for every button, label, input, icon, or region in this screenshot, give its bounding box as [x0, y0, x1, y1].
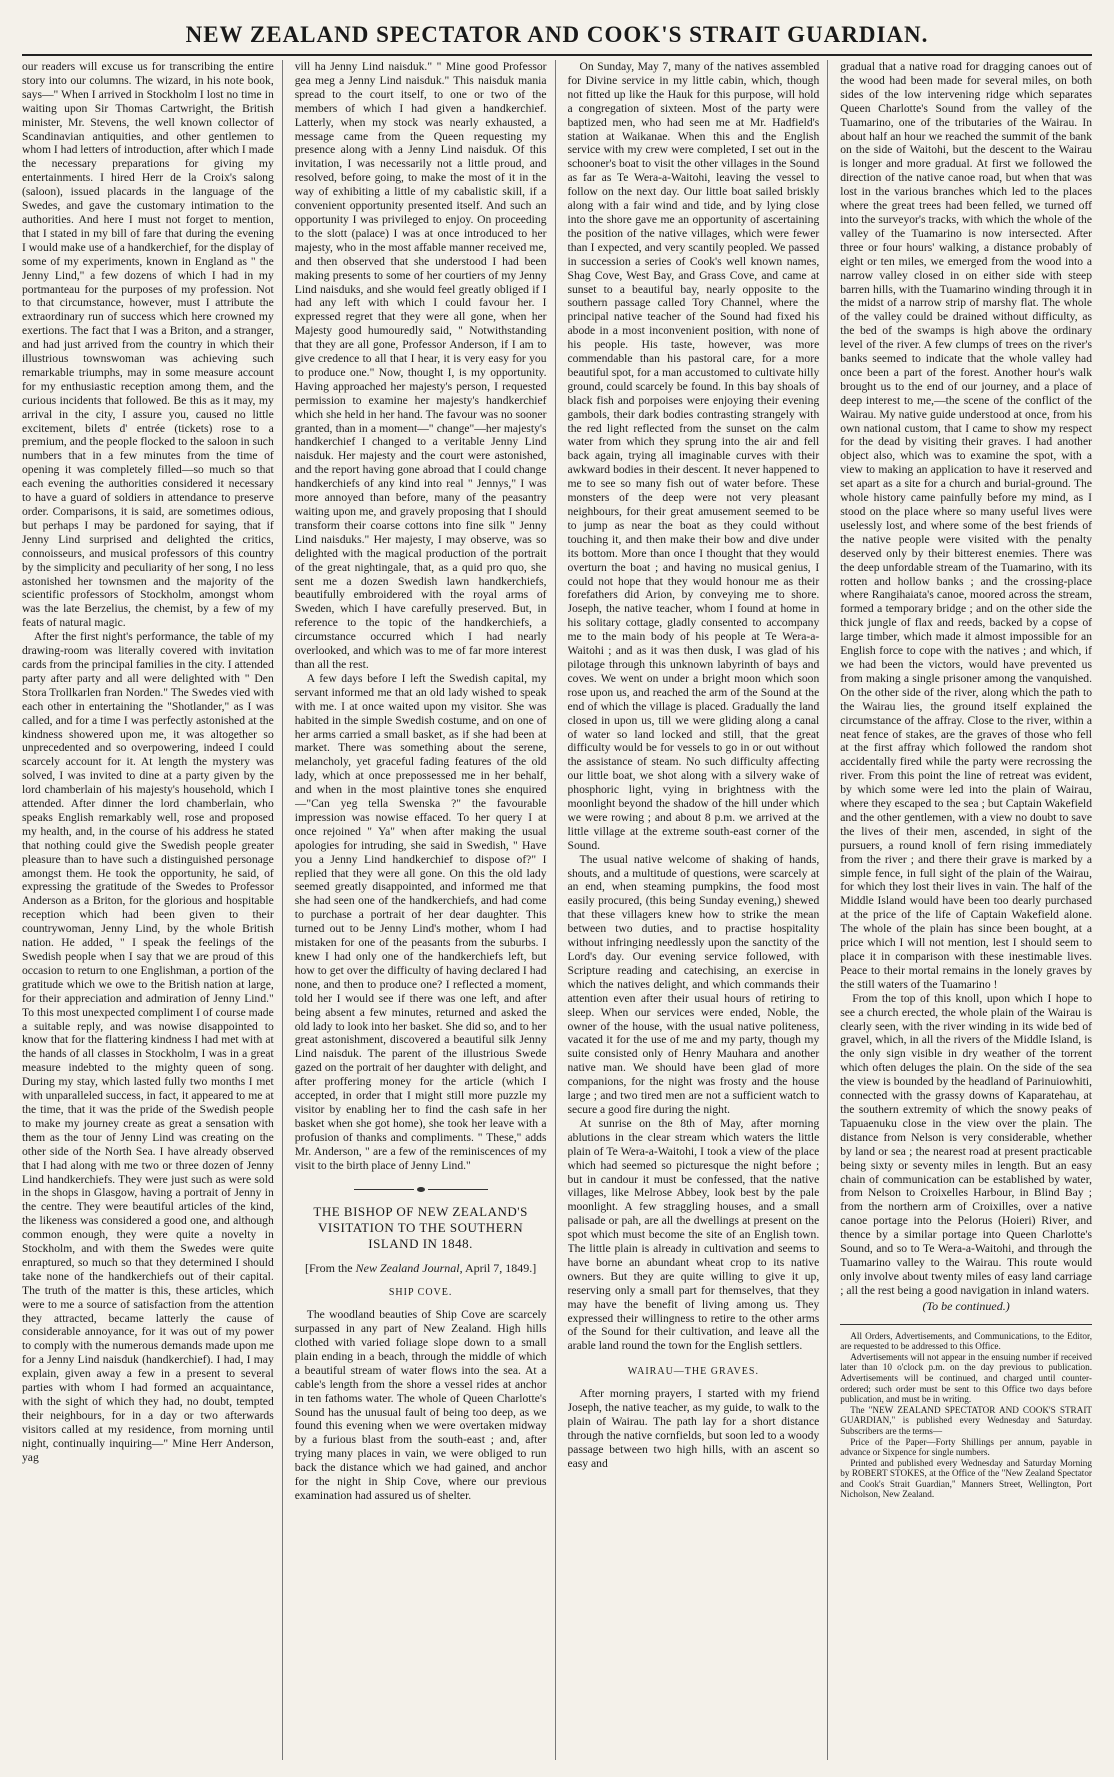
wairau-paragraph: After morning prayers, I started with my friend Joseph, the native teacher, as my guide, to walk to the plain of Wairau. The path lay for a short distance through the native cornfields, but soon led to a woody passage between two high hills, with an ascent so easy and [567, 1387, 820, 1470]
anderson-paragraph: A few days before I left the Swedish capital, my servant informed me that an old lady wished to speak with me. I at once waited upon my visitor. She was habited in the simple Swedish costume, and on one of her arms carried a small basket, as if she had been at market. There was something about the serene, melancholy, yet graceful fading features of the old lady, which at once prepossessed me in her behalf, and when in the most plaintive tones she enquired—"Can yeg tella Swenska ?" the favourable impression was nowise effaced. To her query I at once rejoined " Ya" when after making the usual apologies for intruding, she said in Swedish, " Have you a Jenny Lind handkerchief to dispose of?" I replied that they were all gone. On this the old lady seemed greatly disappointed, and informed me that she had seen one of the handkerchiefs, and had come to purchase a portrait of her dear daughter. This turned out to be Jenny Lind's mother, whom I had mistaken for one of the peasants from the suburbs. I knew I had only one of the handkerchiefs left, but how to get over the difficulty of having declared I had none, and then to produce one? I reflected a moment, told her I would see if there was one left, and after being absent a few minutes, returned and asked the old lady to look into her basket. She did so, and to her great astonishment, discovered a beautiful silk Jenny Lind naisduk. The parent of the illustrious Swede gazed on the portrait of her daughter with delight, and after proffering money for the article (which I accepted, in order that I might still more puzzle my visitor by enabling her to find the cash safe in her basket when she got home), she took her leave with a profusion of thanks and compliments. " These," adds Mr. Anderson, " are a few of the reminiscences of my visit to the birth place of Jenny Lind." [294, 671, 547, 1172]
bishop-paragraph: At sunrise on the 8th of May, after morning ablutions in the clear stream which waters the little plain of Te Wera-a-Waitohi, I took a view of the place which had seemed so picturesque the night before ; but in candour it must be confessed, that the native villages, like Melrose Abbey, look best by the pale moonlight. A few straggling houses, and a small palisade or pah, are all the dwellings at present on the spot which must become the site of an English town. The little plain is already in cultivation and seems to have borne an abundant wheat crop to its native owners. But they are quite willing to give it up, reserving only a small part for themselves, that they may have the benefit of living among us. They expressed their willingness to retire to the other arms of the Sound for their cultivation, and leave all the arable land round the town for the English settlers. [567, 1116, 820, 1353]
bishop-article-source: [From the New Zealand Journal, April 7, 1849.] [304, 1261, 537, 1276]
wairau-subheading: WAIRAU—THE GRAVES. [627, 1366, 759, 1378]
notice-line: All Orders, Advertisements, and Communications, to the Editor, are requested to be addressed to this Office. [840, 1330, 1092, 1352]
notice-line: The "NEW ZEALAND SPECTATOR AND COOK'S STRAIT GUARDIAN," is published every Wednesday and Saturday. Subscribers are the terms— [840, 1404, 1092, 1436]
notice-rule [840, 1324, 1092, 1325]
bishop-paragraph: The usual native welcome of shaking of hands, shouts, and a multitude of questions, were scarcely at an end, when steaming pumpkins, the food most easily procured, (this being Sunday evening,) shewed that these villagers knew how to strike the mean between two duties, and to practise hospitality without infringing needlessly upon the sanctity of the Lord's day. Our evening service followed, with Scripture reading and catechising, an exercise in which the natives delight, and which commands their attention even after their usual hours of retiring to sleep. When our services were ended, Noble, the owner of the house, with the usual native politeness, vacated it for the use of me and my party, though my suite consisted only of Henry Mauhara and another native man. We should have been glad of more companions, for the night was frosty and the house large ; and two tired men are not a sufficient watch to secure a good fire during the night. [567, 852, 820, 1116]
column-4 [840, 60, 1092, 1760]
column-3 [568, 60, 829, 1760]
ship-cove-paragraph: The woodland beauties of Ship Cove are scarcely surpassed in any part of New Zealand. High hills clothed with varied foliage slope down to a small plain ending in a beach, through the middle of which a beautiful stream of water flows into the sea. At a cable's length from the shore a vessel rides at anchor in ten fathoms water. The whole of Queen Charlotte's Sound has the unusual fault of being too deep, as we found this evening when we were overtaken midway by a furious blast from the south-east ; and, after trying many places in vain, we were obliged to run back the distance which we had gained, and anchor for the night in Ship Cove, where our previous examination had assured us of shelter. [294, 1308, 547, 1502]
anderson-paragraph: our readers will excuse us for transcribing the entire story into our columns. The wizard, in his note book, says—" When I arrived in Stockholm I lost no time in waiting upon Sir Thomas Cartwright, the British minister, Mr. Stevens, the well known collector of Scandinavian antiquities, and other gentlemen to whom I had letters of introduction, after which I made the necessary preparations for giving my entertainments. I hired Herr de la Croix's salong (saloon), issued placards in the language of the Swedes, and gave the customary intimation to the authorities. And here I must not forget to mention, that I stated in my bill of fare that during the evening I would make use of a handkerchief, for the display of some of my experiments, known in England as " the Jenny Lind," a few dozens of which I had in my portmanteau for the purposes of my profession. Not to that circumstance, however, must I attribute the extraordinary run of success which here crowned my exertions. The fact that I was a Briton, and a stranger, and had just arrived from the country in which their illustrious townswoman was achieving such remarkable triumphs, may in some measure account for my enthusiastic reception among them, and the curious incidents that followed. Be this as it may, my arrival in the city, I assure you, caused no little excitement, bilets d' entrée (tickets) rose to a premium, and the people flocked to the saloon in such numbers that in a few minutes from the time of opening it was completely filled—so much so that each evening the authorities considered it necessary to have a guard of soldiers in attendance to preserve order. Comparisons, it is said, are sometimes odious, but perhaps I may be pardoned for saying, that if Jenny Lind surprised and delighted the critics, connoisseurs, and musical professors of this country by the simplicity and peculiarity of her song, I no less astonished her townsmen and the majority of the scientific professors of Stockholm, amongst whom was the late Berzelius, the chemist, by a few of my feats of natural magic. [22, 60, 274, 630]
bishop-article-heading: THE BISHOP OF NEW ZEALAND'S VISITATION TO THE SOUTHERN ISLAND IN 1848. [313, 1204, 528, 1252]
notice-line: Price of the Paper—Forty Shillings per annum, payable in advance or Sixpence for single numbers. [840, 1436, 1092, 1458]
publication-notice [840, 1331, 1092, 1501]
to-be-continued: (To be continued.) [922, 1298, 1010, 1313]
columns [22, 60, 1092, 1760]
notice-line: Advertisements will not appear in the ensuing number if received later than 10 o'clock p.m. on the day previous to publication. Advertisements will be continued, and charged until counter-ordered; such order must be sent to this Office two days before publication, and must be in writing. [840, 1351, 1092, 1405]
section-divider [295, 1183, 547, 1197]
bishop-paragraph: On Sunday, May 7, many of the natives assembled for Divine service in my little cabin, which, though not fitted up like the Hauk for this purpose, will hold a congregation of sixteen. Most of the party were baptized men, who had seen me at Mr. Hadfield's station at Waikanae. When this and the English service with my crew were completed, I set out in the schooner's boat to visit the other villages in the Sound as far as Te Wera-a-Waitohi, leaving the vessel to follow on the next day. Our little boat sailed briskly along with a fair wind and tide, and by lying close into the shore gave me an opportunity of ascertaining the position of the native villages, which were fewer than I expected, and very scantily peopled. We passed in succession a series of Cook's well known names, Shag Cove, West Bay, and Grass Cove, and came at sunset to a beautiful bay, nearly opposite to the southern passage called Tory Channel, where the principal native teacher of the Sound had fixed his abode in a most inconvenient position, with none of his people. His taste, however, was more commendable than his pastoral care, for a more beautiful spot, for a man accustomed to cultivate hilly ground, could scarcely be found. In this bay shoals of black fish and porpoises were enjoying their evening gambols, their dark bodies contrasting strangely with the red light reflected from the sunset on the calm water from which they sprung into the air and fell back again, trying all imaginable curves with their awkward bodies in their descent. It never happened to me to see so many fish out of water before. These monsters of the deep were not very pleasant neighbours, for their great amusement seemed to be to jump as near the boat as they could without touching it, and then make their bow and dive under its bottom. More than once I thought that they would overturn the boat ; and having no musical genius, I could not hope that they would honour me as their forefathers did Arion, by conveying me to shore. Joseph, the native teacher, whom I found at home in his solitary cottage, gladly consented to accompany me to the main body of his people at Te Wera-a-Waitohi ; and as it was then dusk, I was glad of his pilotage through this unknown labyrinth of bays and coves. We went on under a bright moon which soon rose upon us, and reached the arm of the Sound at the end of which the village is placed. Gradually the land closed in upon us, till we were gliding along a canal of water so land locked and still, that the great difficulty would be for vessels to go in or out without the assistance of steam. No such difficulty affecting our little boat, we shot along with a silvery wake of phosphoric light, vying in brightness with the moonlight beyond the shadow of the hill under which we were rowing ; and about 8 p.m. we arrived at the little village at the extreme south-east corner of the Sound. [567, 60, 820, 852]
column-2 [295, 60, 556, 1760]
anderson-paragraph: vill ha Jenny Lind naisduk." " Mine good Professor gea meg a Jenny Lind naisduk." This naisduk mania spread to the court itself, to one or two of the members of which I had given a handkerchief. Latterly, when my stock was nearly exhausted, a message came from the Queen requesting my presence along with a Jenny Lind naisduk. Of this invitation, I was necessarily not a little proud, and resolved, before going, to make the most of it in the way of exhibiting a little of my cabalistic skill, if a convenient opportunity presented itself. And such an opportunity I was privileged to enjoy. On proceeding to the slott (palace) I was at once introduced to her majesty, who in the most affable manner received me, and then observed that she understood I had been making presents to some of her courtiers of my Jenny Lind naisduks, and she would feel greatly obliged if I had any left with which I could favour her. I expressed regret that they were all gone, when her Majesty good humouredly said, " Notwithstanding that they are all gone, Professor Anderson, if I am to give credence to all that I hear, it is very easy for you to produce one." Now, thought I, is my opportunity. Having approached her majesty's person, I requested permission to examine her majesty's handkerchief which she held in her hand. The favour was no sooner granted, than in a moment—" change"—her majesty's handkerchief I changed to a veritable Jenny Lind naisduk. Her majesty and the court were astonished, and the report having gone abroad that I could change handkerchiefs of any kind into real " Jennys," I was more annoyed than before, many of the peasantry waiting upon me, and gravely proposing that I should transform their coarse cottons into fine silk " Jenny Lind naisduks." Her majesty, I may observe, was so delighted with the magical production of the portrait of the great nightingale, that, as a quid pro quo, she sent me a dozen Swedish lawn handkerchiefs, beautifully embroidered with the royal arms of Sweden, which I have carefully preserved. But, in reference to the topic of the handkerchiefs, a circumstance occurred which I had nearly overlooked, and which was to me of far more interest than all the rest. [294, 60, 547, 671]
masthead-title: NEW ZEALAND SPECTATOR AND COOK'S STRAIT GUARDIAN. [22, 22, 1092, 56]
ship-cove-subheading: SHIP COVE. [388, 1287, 453, 1299]
wairau-paragraph: From the top of this knoll, upon which I hope to see a church erected, the whole plain of the Wairau is clearly seen, with the river winding in its wide bed of gravel, which, in all the rivers of the Middle Island, is the only sign visible in dry weather of the torrent which often deluges the plain. On the side of the sea the view is bounded by the headland of Parinuiowhiti, connected with the grassy downs of Kaparatehau, at the southern extremity of which the snowy peaks of Tapuaenuku close in the view over the plain. The distance from Nelson is very considerable, whether by land or sea ; the nearest road at present practicable being sixty or seventy miles in length. But an easy chain of communication can be established by water, from Nelson to Croixelles Harbour, in Blind Bay ; from the northern arm of Croixilles, over a native canoe portage into the Pelorus (Hoieri) River, and thence by a similar portage into Queen Charlotte's Sound, and so to Te Wera-a-Waitohi, and through the Tuamarino valley to the Wairau. This route would only involve about twenty miles of easy land carriage ; all the rest being a good navigation in inland waters. [840, 991, 1092, 1297]
notice-line: Printed and published every Wednesday and Saturday Morning by ROBERT STOKES, at the Office of the "New Zealand Spectator and Cook's Strait Guardian," Manners Street, Wellington, Port Nicholson, New Zealand. [840, 1457, 1092, 1500]
wairau-paragraph: gradual that a native road for dragging canoes out of the wood had been made for several miles, on both sides of the low intervening ridge which separates Queen Charlotte's Sound from the valley of the Tuamarino, one of the tributaries of the Wairau. In about half an hour we reached the summit of the bank on the side of Waitohi, but the descent to the Wairau is longer and more gradual. At first we followed the direction of the native canoe road, but when that was lost in the various branches which led to the places where the great trees had been felled, we turned off into the surveyor's tracks, with which the whole of the valley of the Tuamarino is now intersected. After three or four hours' walking, a distance probably of eight or ten miles, we emerged from the wood into a narrow valley closed in on either side with steep barren hills, with the Tuamarino winding through it in the midst of a narrow strip of marshy flat. The whole of the valley could be drained without difficulty, as the bed of the swamps is high above the ordinary level of the river. A few clumps of trees on the river's banks seemed to indicate that the whole valley had once been a part of the forest. Another hour's walk brought us to the end of our journey, and a place of deep interest to me,—the scene of the conflict of the Wairau. My native guide understood at once, from his own national custom, that I came to show my respect for the dead by visiting their graves. I had another object also, which was to examine the spot, with a view to making an application to have it reserved and set apart as a site for a church and burial-ground. The whole history came painfully before my mind, as I stood on the place where so many useful lives were uselessly lost, and where some of the best friends of the native people were visited with the penalty deserved only by their bitterest enemies. There was the deep unfordable stream of the Tuamarino, with its rotten and hollow banks ; and the crossing-place where Rangihaiata's canoe, moored across the stream, formed a temporary bridge ; and on the other side the thick jungle of flax and reeds, backed by a copse of large timber, which made it almost impossible for an English force to cope with the natives ; and which, if we had been the victors, would have prevented us from making a single prisoner among the vanquished. On the other side of the river, along which the path to the Wairau lies, the ground itself explained the circumstance of the affray. Close to the river, within a neat fence of stakes, are the graves of those who fell at the first affray which followed the random shot accidentally fired while the party were recrossing the river. From this point the line of retreat was evident, by which some were led into the plain of Wairau, where they escaped to the sea ; but Captain Wakefield and the other gentlemen, with a view no doubt to save the lives of their men, ascended, in sight of the pursuers, a round knoll of fern rising immediately from the river ; and there their grave is marked by a simple fence, in full sight of the plain of the Wairau, for which they lost their lives in vain. The half of the Middle Island would have been too dearly purchased at the price of the life of Captain Wakefield alone. The whole of the plain has since been bought, at a price which I will not mention, lest I should seem to place it in comparison with these inestimable lives. Peace to their mortal remains in the lonely graves by the still waters of the Tuamarino ! [840, 60, 1092, 991]
column-1 [22, 60, 283, 1760]
anderson-paragraph: After the first night's performance, the table of my drawing-room was literally covered with invitation cards from the principal families in the city. I attended party after party and all were delighted with " Den Stora Trollkarlen fran Norden." The Swedes vied with each other in entertaining the "Shotlander," as I was called, and for a time I was perfectly astonished at the kindness showered upon me, it was altogether so unprecedented and so overpowering, indeed I could scarcely account for it. At length the mystery was solved, I was invited to dine at a party given by the lord chamberlain of his majesty's household, which I attended. After dinner the lord chamberlain, who speaks English remarkably well, rose and proposed my health, and, in the course of his address he stated that nothing could give the Swedish people greater pleasure than to have such a distinguished personage amongst them. He took the opportunity, he said, of expressing the gratitude of the Swedes to Professor Anderson as a Briton, for the glorious and hospitable reception which had been given to their countrywoman, Jenny Lind, by the whole British nation. He added, " I speak the feelings of the Swedish people when I say that we are proud of this occasion to return to one Englishman, a portion of the gratitude which we owe to the British nation at large, for their appreciation and admiration of Jenny Lind." To this most unexpected compliment I of course made a suitable reply, and was nowise disappointed to know that for the flattering kindness I had met with at the hands of all classes in Stockholm, I was in a great measure indebted to the mighty queen of song. During my stay, which lasted fully two months I met with unparalleled success, in fact, it appeared to me at the time, that it was the pride of the Swedish people to make my journey create as great a sensation with them as the tour of Jenny Lind was creating on the other side of the North Sea. I have already observed that I had along with me two or three dozen of Jenny Lind handkerchiefs. They were just such as were sold in the shops in Glasgow, having a portrait of Jenny in the centre. They were beautiful articles of the kind, the likeness was considered a good one, and although common enough, they were quite a novelty in Stockholm, and with them the Swedes were quite enraptured, so much so that they determined I should take none of the handkerchiefs out of their capital. The truth of the matter is this, these articles, which were to me a source of satisfaction from the attention they attracted, became latterly the cause of considerable annoyance, for it was out of my power to comply with the numerous demands made upon me for a Jenny Lind naisduk (handkerchief). I had, I may explain, given away a few in a present to several parties with whom I had formed an acquaintance, with the sight of which they had, no doubt, tempted their neighbours, for in a day or two afterwards visitors called at my residence, from morning until night, continually inquiring—" Mine Herr Anderson, yag [22, 630, 274, 1464]
